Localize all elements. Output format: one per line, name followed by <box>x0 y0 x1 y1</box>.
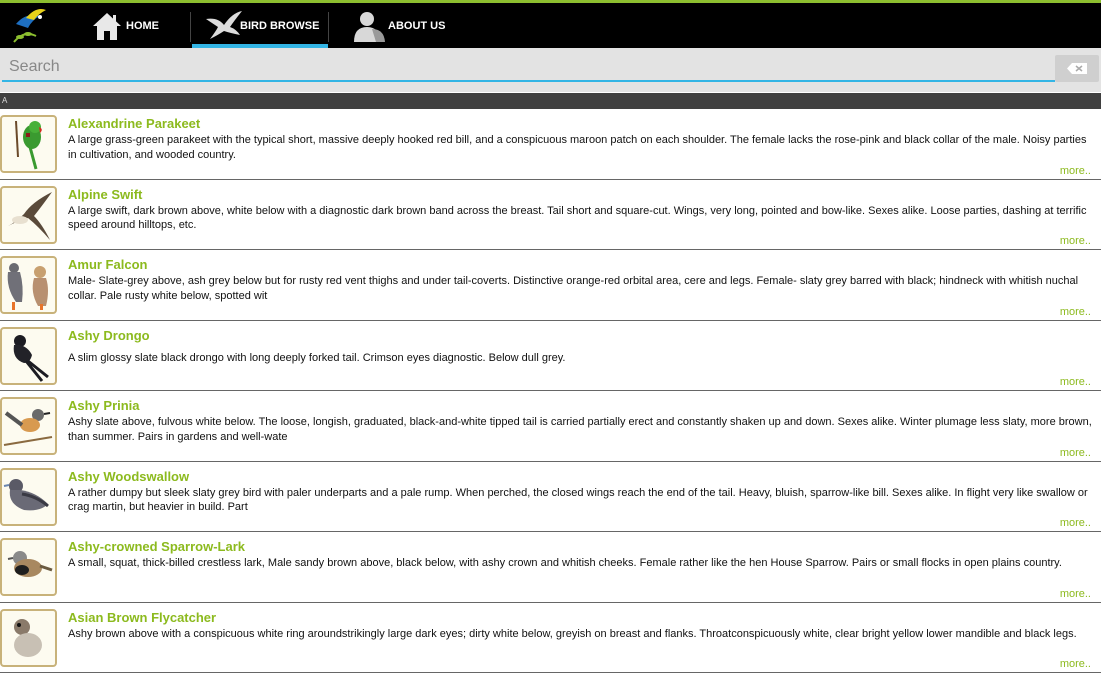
bird-name: Ashy Prinia <box>68 398 140 413</box>
tab-home[interactable] <box>90 3 190 48</box>
woodswallow-icon <box>0 468 57 526</box>
bird-icon <box>204 9 238 43</box>
more-link[interactable]: more.. <box>1060 165 1091 177</box>
search-bar <box>0 48 1101 92</box>
falcon-icon <box>0 256 57 314</box>
bird-name: Amur Falcon <box>68 257 147 272</box>
bird-list <box>0 109 1101 673</box>
more-link[interactable]: more.. <box>1060 517 1091 529</box>
drongo-icon <box>0 327 57 385</box>
tab-divider <box>190 12 191 42</box>
bird-name: Alpine Swift <box>68 187 142 202</box>
bird-name: Alexandrine Parakeet <box>68 116 200 131</box>
parakeet-icon <box>0 115 57 173</box>
list-item[interactable] <box>0 250 1101 321</box>
tab-about-us[interactable] <box>352 3 472 48</box>
more-link[interactable]: more.. <box>1060 658 1091 670</box>
person-icon <box>352 9 386 43</box>
sparrow-lark-icon <box>0 538 57 596</box>
list-item[interactable] <box>0 109 1101 180</box>
bird-description: Ashy slate above, fulvous white below. The loose, longish, graduated, black-and-white tipped tail is carried partially erect and constantly shaken up and down. Sexes alike. Winter plumage less slaty, more brown, than summer. Pairs in gardens and well-wate <box>68 415 1094 444</box>
tab-about-us-label: ABOUT US <box>388 20 445 32</box>
clear-icon <box>1055 55 1099 82</box>
bird-description: A small, squat, thick-billed crestless lark, Male sandy brown above, black below, with ashy crown and whitish cheeks. Female rather like the hen House Sparrow. Pairs or small flocks in open plains country. <box>68 556 1094 571</box>
tab-bird-browse-label: BIRD BROWSE <box>240 20 319 32</box>
list-item[interactable] <box>0 321 1101 392</box>
bird-name: Ashy-crowned Sparrow-Lark <box>68 539 245 554</box>
bird-description: Ashy brown above with a conspicuous white ring aroundstrikingly large dark eyes; dirty white below, greyish on breast and flanks. Throatconspicuously white, clear bright yellow lower mandible and black legs. <box>68 627 1094 642</box>
bird-name: Asian Brown Flycatcher <box>68 610 216 625</box>
tab-bird-browse[interactable] <box>192 3 328 48</box>
list-item[interactable] <box>0 603 1101 673</box>
more-link[interactable]: more.. <box>1060 376 1091 388</box>
house-icon <box>90 9 124 43</box>
bird-name: Ashy Woodswallow <box>68 469 189 484</box>
more-link[interactable]: more.. <box>1060 588 1091 600</box>
more-link[interactable]: more.. <box>1060 447 1091 459</box>
search-input[interactable] <box>2 54 1055 82</box>
prinia-icon <box>0 397 57 455</box>
list-item[interactable] <box>0 462 1101 533</box>
bird-description: A large swift, dark brown above, white below with a diagnostic dark brown band across the breast. Tail short and square-cut. Wings, very long, pointed and bow-like. Sexes alike. Loose parties, dashing at terrific speed around hilltops, etc. <box>68 204 1094 233</box>
app-logo-icon <box>6 4 56 46</box>
list-item[interactable] <box>0 391 1101 462</box>
bird-description: A large grass-green parakeet with the typical short, massive deeply hooked red bill, and a conspicuous maroon patch on each shoulder. The female lacks the rose-pink and black collar of the male. Noisy parties in cultivation, and wooded country. <box>68 133 1094 162</box>
bird-name: Ashy Drongo <box>68 328 150 343</box>
more-link[interactable]: more.. <box>1060 235 1091 247</box>
list-item[interactable] <box>0 180 1101 251</box>
bird-description: A slim glossy slate black drongo with long deeply forked tail. Crimson eyes diagnostic. Below dull grey. <box>68 351 1094 366</box>
bird-description: Male- Slate-grey above, ash grey below but for rusty red vent thighs and under tail-coverts. Distinctive orange-red orbital area, cere and legs. Female- slaty grey barred with black; hindneck with whitish nuchal collar. Pale rusty white below, spotted wit <box>68 274 1094 303</box>
list-item[interactable] <box>0 532 1101 603</box>
more-link[interactable]: more.. <box>1060 306 1091 318</box>
bird-description: A rather dumpy but sleek slaty grey bird with paler underparts and a pale rump. When perched, the closed wings reach the end of the tail. Heavy, bluish, sparrow-like bill. Sexes alike. In flight very like swallow or crag martin, but heavier in build. Part <box>68 486 1094 515</box>
tab-home-label: HOME <box>126 20 159 32</box>
tab-divider <box>328 12 329 42</box>
flycatcher-icon <box>0 609 57 667</box>
clear-search-button[interactable] <box>1055 55 1099 82</box>
swift-icon <box>0 186 57 244</box>
section-header: A <box>0 93 1101 109</box>
